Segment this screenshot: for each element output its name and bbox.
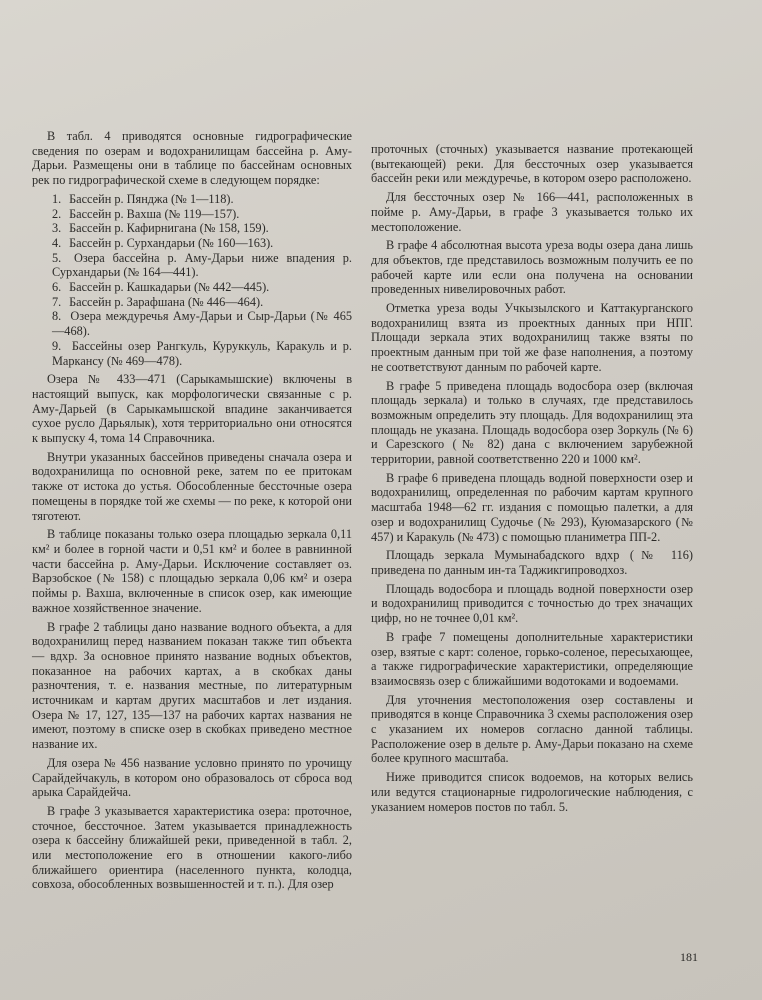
paragraph: В графе 6 приведена площадь водной поверхности озер и водохранилищ, определенная по рабочим картам крупного масштаба 1948—62 гг. издания с помощью палетки, а для озер и водохранилищ Судочье (№ 293), Куюмазарского (№ 457) и Каракуль (№ 473) с помощью планиметра ПП-2. bbox=[371, 470, 693, 544]
paragraph: Площадь зеркала Мумынабадского вдхр (№ 116) приведена по данным ин-та Таджикгипроводхоз. bbox=[371, 548, 693, 577]
list-item: 2. Бассейн р. Вахша (№ 119—157). bbox=[52, 206, 240, 221]
paragraph: Для уточнения местоположения озер составлены и приводятся в конце Справочника 3 схемы расположения озер с указанием их номеров согласно данной таблицы. Расположение озер в дельте р. Аму-Дарьи показано на схеме более крупного масштаба. bbox=[371, 692, 693, 766]
paragraph: В графе 7 помещены дополнительные характеристики озер, взятые с карт: соленое, горько-соленое, пересыхающее, а также гидрографические характеристики, определяющие взаимосвязь озер с ближайшими водотоками и водоемами. bbox=[371, 629, 693, 688]
paragraph: Отметка уреза воды Учкызылского и Каттакурганского водохранилищ взята из проектных данных при НПГ. Площади зеркала этих водохранилищ также взяты по проектным данным при той же фазе наполнения, а поэтому не соответствуют данным по рабочей карте. bbox=[371, 301, 693, 374]
list-item: 1. Бассейн р. Пянджа (№ 1—118). bbox=[52, 191, 234, 206]
left-column bbox=[32, 129, 352, 896]
paragraph: В таблице показаны только озера площадью зеркала 0,11 км² и более в горной части и 0,51 км² и более в равнинной части бассейна р. Аму-Дарьи. Исключение составляет оз. Варзобское (№ 158) с площадью зеркала 0,06 км² и озера поймы р. Вахша, включенные в список озер, как имеющие важное хозяйственное значение. bbox=[32, 527, 352, 615]
page-number: 181 bbox=[680, 950, 698, 964]
paragraph: В графе 5 приведена площадь водосбора озер (включая площадь зеркала) и только в случаях, где представилось возможным определить эту площадь. Для водохранилищ эта площадь не указана. Площадь водосбора озер Зоркуль (№ 6) и Сарезского (№ 82) дана с включением зарубежной территории, равной соответственно 220 и 1000 км². bbox=[371, 378, 693, 467]
paragraph: Озера № 433—471 (Сарыкамышские) включены в настоящий выпуск, как морфологически связанные с р. Аму-Дарьей (в Сарыкамышской впадине заканчивается сухое русло Дарьялык), хотя территориально они относятся к выпуску 4, тома 14 Справочника. bbox=[32, 372, 352, 446]
list-item: 3. Бассейн р. Кафирнигана (№ 158, 159). bbox=[52, 221, 269, 236]
paragraph: проточных (сточных) указывается название протекающей (вытекающей) реки. Для бессточных озер указывается бассейн реки или междуречье, в котором озеро расположено. bbox=[371, 142, 693, 186]
paragraph: В графе 3 указывается характеристика озера: проточное, сточное, бессточное. Затем указывается принадлежность озера к бассейну ближайшей реки, приведенной в табл. 2, или местоположение его в отношении какого-либо ближайшего ориентира (населенного пункта, колодца, совхоза, обособленных возвышенностей и т. п.). Для озер bbox=[32, 803, 352, 892]
paragraph: В графе 2 таблицы дано название водного объекта, а для водохранилищ перед названием показан также тип объекта — вдхр. За основное принято название водных объектов, показанное на рабочих картах, а в скобках даны разночтения, т. е. названия местные, по литературным источникам и картам других масштабов и лет издания. Озера № 17, 127, 135—137 на рабочих картах названия не имеют, поэтому в списке озер в скобках приведено местное название их. bbox=[32, 619, 352, 752]
paragraph: Площадь водосбора и площадь водной поверхности озер и водохранилищ приводится с точностью до трех значащих цифр, но не точнее 0,01 км². bbox=[371, 581, 693, 626]
intro-paragraph: В табл. 4 приводятся основные гидрографические сведения по озерам и водохранилищам бассейна р. Аму-Дарьи. Размещены они в таблице по бассейнам основных рек по гидрографической схеме в следующем порядке: bbox=[32, 129, 352, 188]
paragraph: Для бессточных озер № 166—441, расположенных в пойме р. Аму-Дарьи, в графе 3 указывается только их местоположение. bbox=[371, 190, 693, 234]
paragraph: Внутри указанных бассейнов приведены сначала озера и водохранилища по основной реке, затем по ее притокам также от истока до устья. Обособленные бессточные озера помещены в порядке той же схемы — по реке, к которой они тяготеют. bbox=[32, 449, 352, 523]
paragraph: Для озера № 456 название условно принято по урочищу Сарайдейчакуль, в котором оно образовалось от сброса вод арыка Сарайдейча. bbox=[32, 755, 352, 800]
list-item: 5. Озера бассейна р. Аму-Дарьи ниже впадения р. Сурхандарьи (№ 164—441). bbox=[52, 250, 352, 280]
list-item: 8. Озера междуречья Аму-Дарьи и Сыр-Дарьи (№ 465—468). bbox=[52, 309, 352, 339]
list-item: 9. Бассейны озер Рангкуль, Куруккуль, Каракуль и р. Маркансу (№ 469—478). bbox=[52, 338, 353, 368]
list-item: 4. Бассейн р. Сурхандарьи (№ 160—163). bbox=[52, 235, 274, 250]
basin-list bbox=[32, 192, 352, 368]
list-item: 6. Бассейн р. Кашкадарьи (№ 442—445). bbox=[52, 280, 270, 295]
right-column bbox=[371, 142, 693, 818]
paragraph: Ниже приводится список водоемов, на которых велись или ведутся стационарные гидрологические наблюдения, с указанием номеров постов по табл. 5. bbox=[371, 770, 693, 814]
paragraph: В графе 4 абсолютная высота уреза воды озера дана лишь для объектов, где представилось возможным получить ее по рабочей карте или если она получена на основании проведенных нивелировочных работ. bbox=[371, 238, 693, 297]
list-item: 7. Бассейн р. Зарафшана (№ 446—464). bbox=[52, 294, 264, 309]
